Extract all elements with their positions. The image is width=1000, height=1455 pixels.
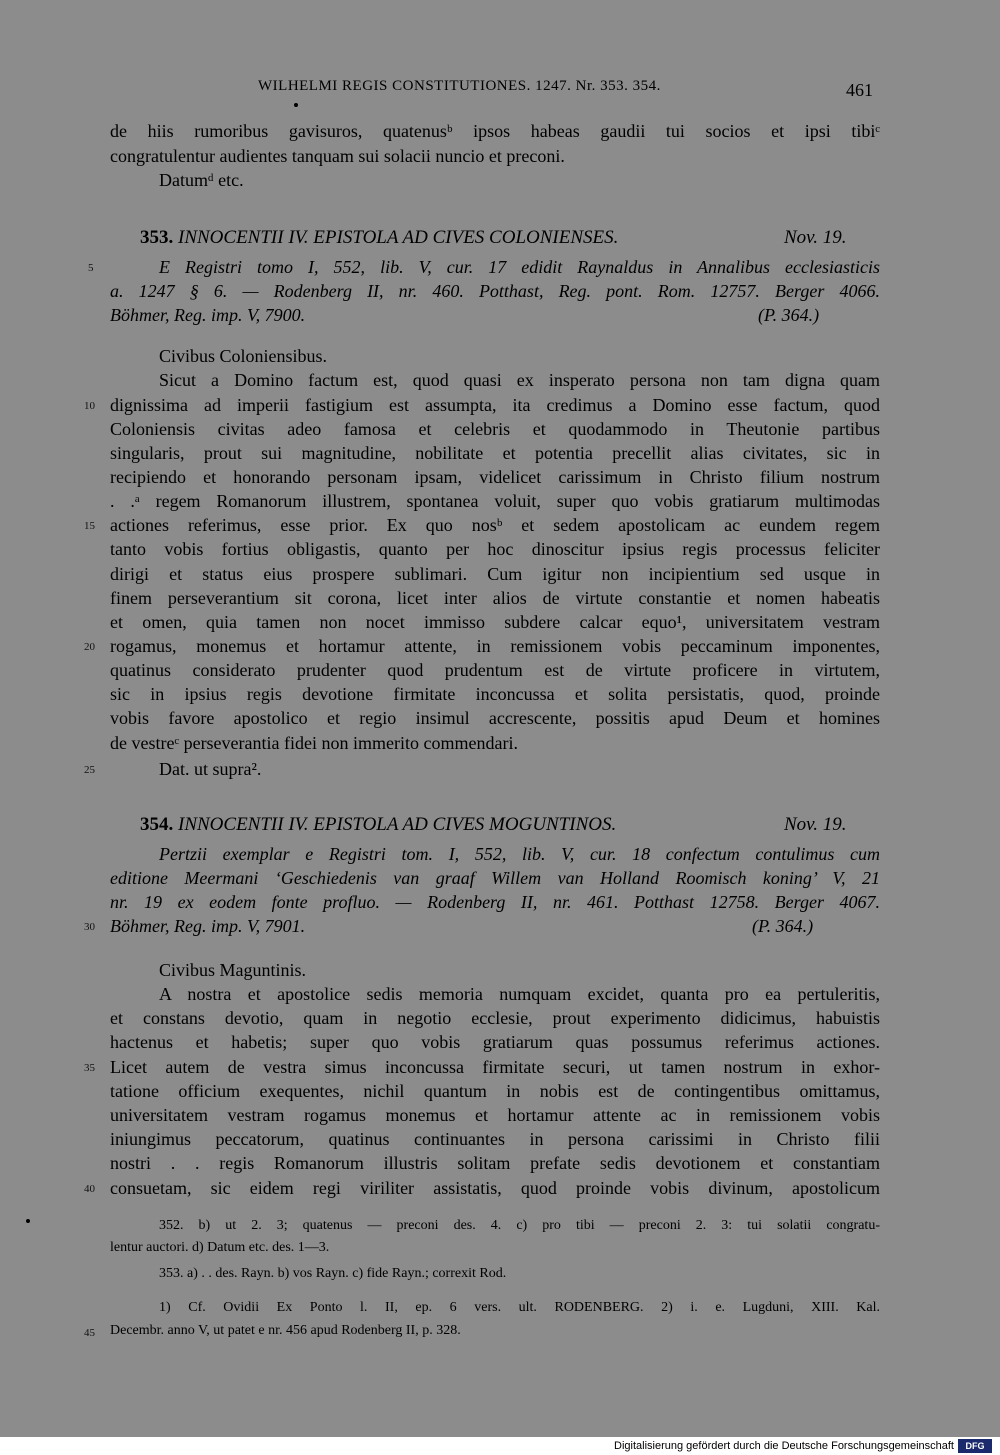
intro-line: Datumᵈ etc.	[159, 170, 244, 190]
doc353-text-line: sic in ipsius regis devotione firmitate inconcussa et solita persistatis, quod, proinde	[110, 684, 880, 704]
digitization-footer	[0, 1437, 1000, 1455]
doc354-text-line: et constans devotio, quam in negotio ecclesie, prout experimento didicimus, habuistis	[110, 1008, 880, 1028]
doc354-text-line: A nostra et apostolice sedis memoria numquam excidet, quanta pro ea pertuleritis,	[159, 984, 880, 1004]
doc354-source-line: Böhmer, Reg. imp. V, 7901.	[110, 916, 306, 936]
doc353-text-line: et omen, quia tamen non nocet immisso subdere calcar equo¹, universitatem vestram	[110, 612, 880, 632]
doc353-text-line: Sicut a Domino factum est, quod quasi ex insperato persona non tam digna quam	[159, 370, 880, 390]
apparatus-line: lentur auctori. d) Datum etc. des. 1—3.	[110, 1240, 330, 1255]
doc353-source-ref: (P. 364.)	[758, 305, 820, 325]
doc353-text-line: de vestreᶜ perseverantia fidei non immerito commendari.	[110, 733, 518, 753]
intro-line: de hiis rumoribus gavisuros, quatenusᵇ ipsos habeas gaudii tui socios et ipsi tibiᶜ	[110, 121, 880, 141]
apparatus-line: 352. b) ut 2. 3; quatenus — preconi des. 4. c) pro tibi — preconi 2. 3: tui solatii congratu-	[159, 1218, 880, 1233]
doc353-salutation: Civibus Coloniensibus.	[159, 346, 328, 366]
footnote-line: 1) Cf. Ovidii Ex Ponto l. II, ep. 6 vers. ult. RODENBERG. 2) i. e. Lugduni, XIII. Kal.	[159, 1300, 880, 1315]
doc354-text-line: tatione officium exequentes, nichil quantum in nobis est de contingentibus omittamus,	[110, 1081, 880, 1101]
line-number: 5	[88, 262, 94, 274]
doc353-text-line: dirigi et status eius prospere sublimari. Cum igitur non incipientium sed usque in	[110, 564, 880, 584]
line-number: 10	[84, 400, 95, 412]
doc354-text-line: consuetam, sic eidem regi viriliter assistatis, quod proinde vobis divinum, apostolicum	[110, 1178, 880, 1198]
dfg-logo: DFG	[958, 1439, 992, 1453]
doc354-number: 354.	[140, 814, 174, 835]
doc354-text-line: iniungimus peccatorum, quatinus continuantes in persona carissimi in Christo filii	[110, 1129, 880, 1149]
doc354-date: Nov. 19.	[784, 814, 847, 835]
line-number: 15	[84, 520, 95, 532]
footnote-line: Decembr. anno V, ut patet e nr. 456 apud Rodenberg II, p. 328.	[110, 1323, 461, 1338]
line-number: 25	[84, 764, 95, 776]
doc354-source-line: nr. 19 ex eodem fonte profluo. — Rodenberg II, nr. 461. Potthast 12758. Berger 4067.	[110, 892, 880, 912]
line-number: 20	[84, 641, 95, 653]
line-number: 35	[84, 1062, 95, 1074]
stray-mark	[26, 1219, 30, 1223]
doc353-source-line: E Registri tomo I, 552, lib. V, cur. 17 edidit Raynaldus in Annalibus ecclesiasticis	[159, 257, 880, 277]
doc354-text-line: universitatem vestram rogamus monemus et hortamur attente ac in remissionem vobis	[110, 1105, 880, 1125]
doc353-text-line: finem perseverantium sit corona, licet inter alios de virtute constantie et nomen habeatis	[110, 588, 880, 608]
doc353-text-line: vobis favore apostolico et regio insimul accrescente, possitis apud Deum et homines	[110, 708, 880, 728]
doc353-text-line: tanto vobis fortius obligastis, quanto per hoc dinoscitur ipsius regis processus feliciter	[110, 539, 880, 559]
page-number: 461	[846, 80, 873, 100]
doc353-source-line: a. 1247 § 6. — Rodenberg II, nr. 460. Potthast, Reg. pont. Rom. 12757. Berger 4066.	[110, 281, 880, 301]
doc354-text-line: Licet autem de vestra simus inconcussa firmitate securi, ut tamen nostrum in exhor-	[110, 1057, 880, 1077]
line-number: 45	[84, 1327, 95, 1339]
doc353-number: 353.	[140, 227, 174, 248]
doc354-source-line: Pertzii exemplar e Registri tom. I, 552, lib. V, cur. 18 confectum contulimus cum	[159, 844, 880, 864]
line-number: 30	[84, 921, 95, 933]
doc354-text-line: hactenus et habetis; super quo vobis gratiarum quas possumus referimus actiones.	[110, 1032, 880, 1052]
stray-mark	[294, 103, 298, 107]
doc353-text-line: rogamus, monemus et hortamur attente, in remissionem vobis peccaminum imponentes,	[110, 636, 880, 656]
doc353-text-line: . .ᵃ regem Romanorum illustrem, spontanea voluit, super quo vobis gratiarum multimodas	[110, 491, 880, 511]
doc353-title: INNOCENTII IV. EPISTOLA AD CIVES COLONIENSES.	[178, 227, 619, 248]
doc354-salutation: Civibus Maguntinis.	[159, 960, 307, 980]
doc353-text-line: recipiendo et honorando personam ipsam, videlicet carissimum in Christo filium nostrum	[110, 467, 880, 487]
doc353-heading	[140, 227, 618, 249]
doc353-text-line: singularis, prout sui magnitudine, nobilitate et potentia precellit alias civitates, sic in	[110, 443, 880, 463]
doc353-date: Nov. 19.	[784, 227, 847, 248]
doc354-text-line: nostri . . regis Romanorum illustris solitam prefate sedis devotionem et constantiam	[110, 1153, 880, 1173]
doc354-title: INNOCENTII IV. EPISTOLA AD CIVES MOGUNTINOS.	[178, 814, 617, 835]
doc353-source-line: Böhmer, Reg. imp. V, 7900.	[110, 305, 306, 325]
doc353-text-line: quatinus considerato prudenter quod prudentum est de virtute proficere in virtutem,	[110, 660, 880, 680]
doc354-heading	[140, 814, 616, 836]
doc353-text-line: Coloniensis civitas adeo famosa et celebris et quodammodo in Theutonie partibus	[110, 419, 880, 439]
doc354-source-line: editione Meermani ‘Geschiedenis van graaf Willem van Holland Roomisch koning’ V, 21	[110, 868, 880, 888]
doc354-source-ref: (P. 364.)	[752, 916, 814, 936]
line-number: 40	[84, 1183, 95, 1195]
doc353-text-line: dignissima ad imperii fastigium est assumpta, ita credimus a Domino esse factum, quod	[110, 395, 880, 415]
apparatus-line: 353. a) . . des. Rayn. b) vos Rayn. c) fide Rayn.; correxit Rod.	[159, 1266, 507, 1281]
intro-line: congratulentur audientes tanquam sui solacii nuncio et preconi.	[110, 146, 565, 166]
running-title: WILHELMI REGIS CONSTITUTIONES. 1247. Nr. 353. 354.	[258, 78, 661, 94]
footer-text: Digitalisierung gefördert durch die Deutsche Forschungsgemeinschaft	[614, 1440, 954, 1452]
doc353-text-line: actiones referimus, esse prior. Ex quo nosᵇ et sedem apostolicam ac eundem regem	[110, 515, 880, 535]
doc353-text-line: Dat. ut supra².	[159, 759, 262, 779]
